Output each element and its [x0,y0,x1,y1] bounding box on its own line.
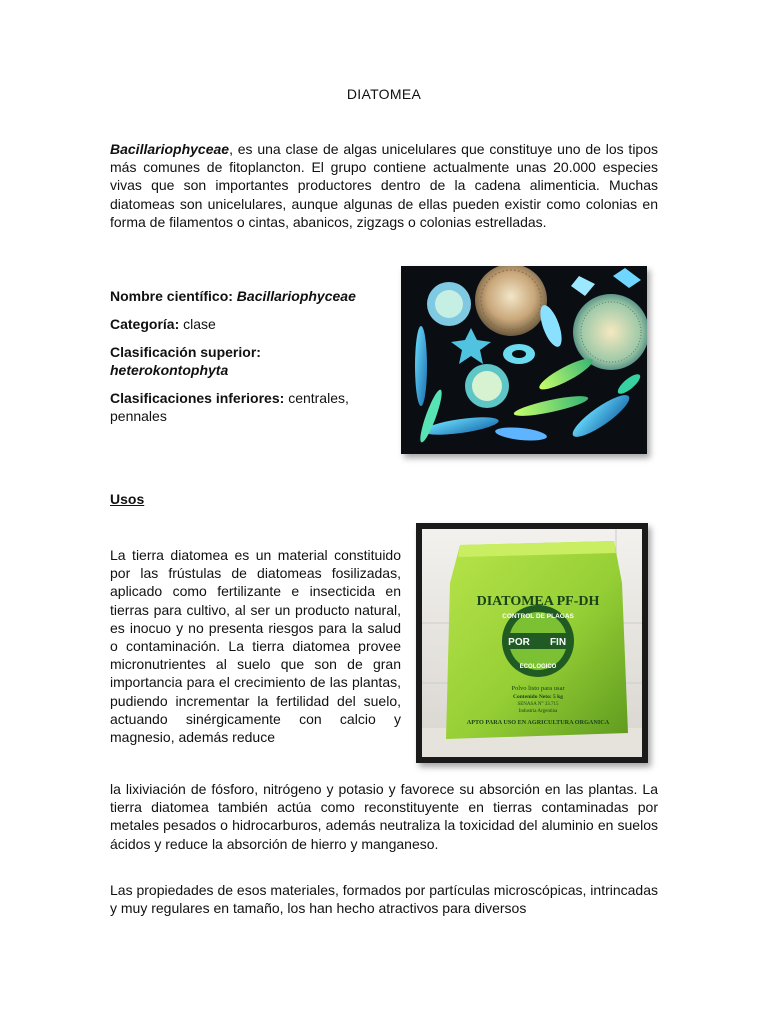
document-title: DIATOMEA [346,86,422,102]
uses-paragraph-continued: la lixiviación de fósforo, nitrógeno y potasio y favorece su absorción en las plantas. La tierra diatomea también actúa como reconstituyente en tierras contaminadas por metales pesados o hidrocarburos, además neutraliza la toxicidad del aluminio en suelos ácidos y reduce la absorción de hierro y manganeso. [110,781,658,852]
fact-value: Bacillariophyceae [236,288,356,304]
bag-line-3: SENASA N° 33.715 [517,702,559,707]
diatom-micrograph [401,266,647,454]
intro-text: , es una clase de algas unicelulares que constituye uno de los tipos más comunes de fitoplancton. El grupo contiene actualmente unas 20.000 especies vivas que son importantes productores dentro de la cadena alimenticia. Muchas diatomeas son unicelulares, aunque algunas de ellas pueden existir como colonias en forma de filamentos o cintas, abanicos, zigzags o colonias estrelladas. [110,141,658,230]
intro-paragraph [110,140,658,231]
fact-scientific-name [110,287,390,305]
fact-category [110,315,390,333]
bag-seal-bottom: ECOLOGICO [519,664,557,670]
bag-seal-top: CONTROL DE PLAGAS [502,613,574,620]
uses-heading: Usos [110,491,145,507]
fact-label: Nombre científico: [110,288,233,304]
fact-label: Clasificación superior: [110,344,261,360]
bag-seal-right: FIN [549,637,567,648]
fact-label: Clasificaciones inferiores: [110,390,285,406]
bag-footer: APTO PARA USO EN AGRICULTURA ORGANICA [466,719,610,726]
bag-line-1: Polvo listo para usar [511,685,565,692]
bag-seal-left: POR [508,637,530,648]
bag-brand: DIATOMEA PF-DH [476,594,600,609]
bag-line-4: Industria Argentina [518,709,558,714]
last-paragraph: Las propiedades de esos materiales, formados por partículas microscópicas, intrincadas y muy regulares en tamaño, los han hecho atractivos para diversos [110,882,658,917]
uses-paragraph-wrapped: La tierra diatomea es un material constituido por las frústulas de diatomeas fosilizadas, aplicado como fertilizante e insecticida en tierras para cultivo, al ser un producto natural, es inocuo y no presenta riesgos para la salud o contaminación. La tierra diatomea provee micronutrientes al suelo que son de gran importancia para el crecimiento de las plantas, pudiendo incrementar la fertilidad del suelo, actuando sinérgicamente con calcio y magnesio, además reduce [110,547,401,746]
bag-line-2: Contenido Neto: 5 kg [513,694,563,700]
fact-inferior-classifications [110,389,390,425]
fact-label: Categoría: [110,316,180,332]
product-bag-photo [416,523,648,763]
intro-term: Bacillariophyceae [110,141,230,157]
fact-value: heterokontophyta [110,362,229,378]
fact-superior-classification [110,343,390,379]
fact-value: clase [183,316,216,332]
fact-value: centrales, pennales [110,390,349,424]
